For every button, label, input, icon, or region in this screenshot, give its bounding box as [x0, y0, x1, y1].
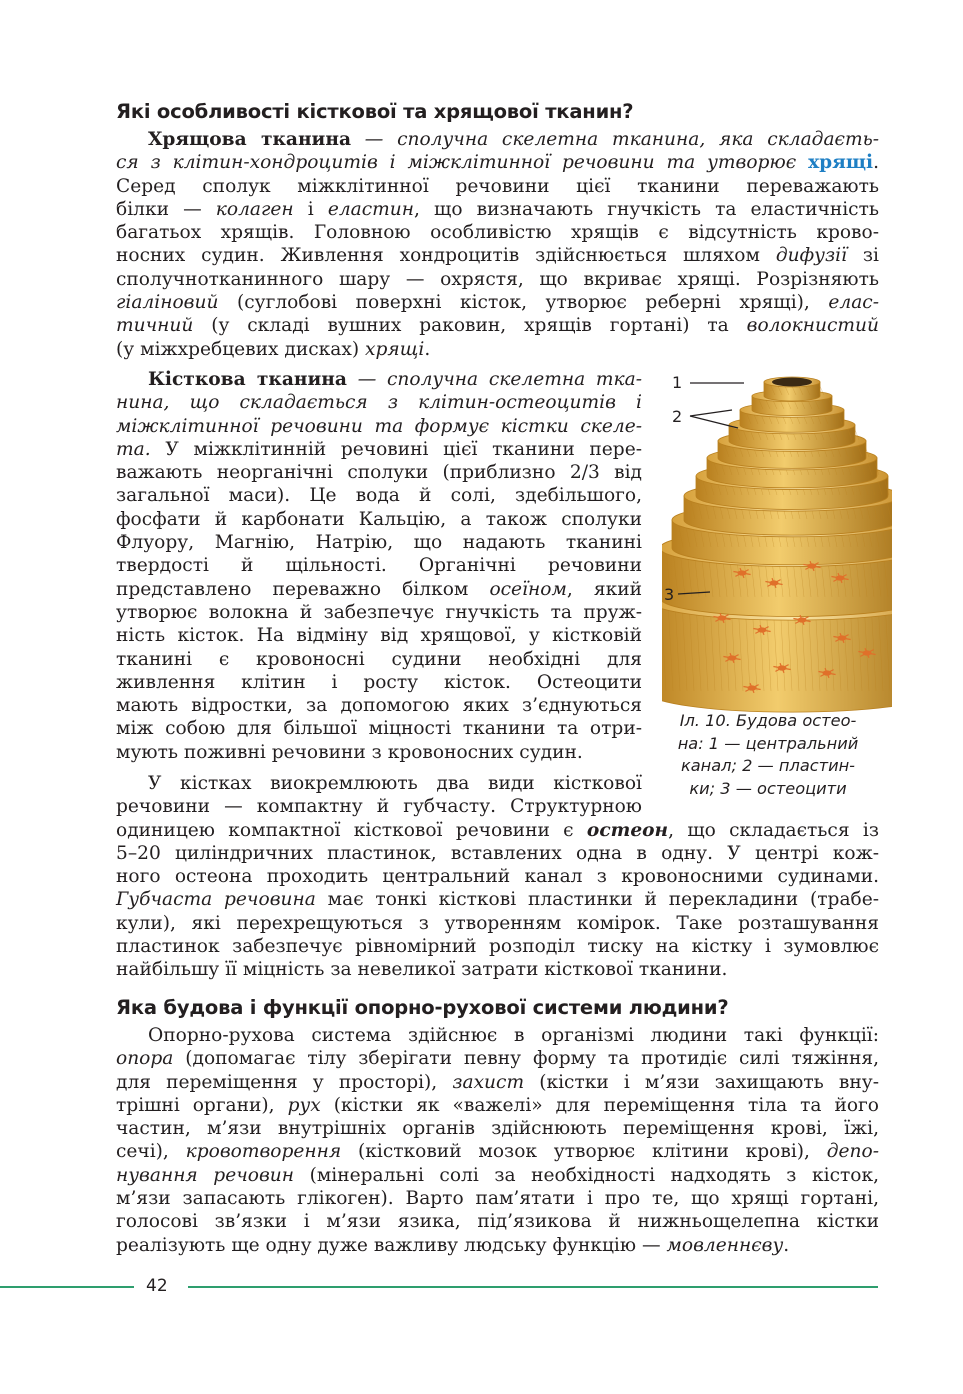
glossary-link-khryashchi[interactable]: хрящі	[808, 152, 874, 174]
osteocyte	[718, 615, 727, 620]
text-line: нина, що складається з клітин-остеоцитів і	[116, 392, 642, 414]
text-line: найбільшу її міцність за невеликої затрати кісткової тканини.	[116, 959, 728, 981]
text-line: Кісткова тканина — сполучна скелетна тка-	[148, 369, 642, 390]
text-line: гіаліновий (суглобові поверхні кісток, утворює реберні хрящі), елас-	[116, 292, 879, 314]
osteocyte	[748, 685, 757, 690]
text-line: трішні органи), рух (кістки як «важелі» для переміщення тіла та його	[116, 1094, 879, 1116]
text-line: 5–20 циліндричних пластинок, вставлених одна в одну. У центрі кож-	[116, 842, 879, 864]
text-line: Опорно-рухова система здійснює в організмі людини такі функції:	[148, 1025, 879, 1046]
text-line: живлення клітин і росту кісток. Остеоцити	[116, 671, 642, 693]
text-line: одиницею компактної кісткової речовини є остеон, що складається із	[116, 819, 879, 841]
osteon-illustration	[662, 368, 892, 768]
text-line: речовини — компактну й губчасту. Структурною	[116, 796, 642, 818]
text-line: загальної маси). Це вода й солі, здебільшого,	[116, 485, 642, 507]
term-cartilage: Хрящова тканина	[148, 129, 352, 150]
osteocyte	[798, 617, 807, 622]
osteocyte	[823, 670, 832, 675]
text-line: представлено переважно білком осеїном, який	[116, 578, 642, 600]
text-line: утворює волокна й забезпечує гнучкість та пруж-	[116, 601, 642, 623]
figure-caption: Іл. 10. Будова остео- на: 1 — центральний канал; 2 — пластин- ки; 3 — остеоцити	[677, 711, 859, 798]
text-line: Флуору, Магнію, Натрію, що надають тканині	[116, 532, 642, 554]
osteocyte	[758, 627, 767, 632]
text-line: голосові зв’язки і м’язи язика, під’язикова й нижньощелепна кістки	[116, 1211, 879, 1233]
osteocyte	[770, 580, 779, 585]
text-line: білки — колаген і еластин, що визначають гнучкість та еластичність	[116, 198, 879, 220]
central-canal	[772, 378, 812, 387]
text-line: тичний (у складі вушних раковин, хрящів гортані) та волокнистий	[116, 315, 879, 337]
footer-rule-right	[188, 1286, 878, 1288]
paragraph-cartilage	[116, 128, 879, 361]
text-line: сечі), кровотворення (кістковий мозок утворює клітини крові), депо-	[116, 1141, 879, 1163]
term-osteon: остеон	[586, 819, 669, 841]
text-line: важають неорганічні сполуки (приблизно 2/3 від	[116, 462, 642, 484]
text-line: мають відростки, за допомогою яких з’єднуються	[116, 695, 642, 717]
text-line: Серед сполук міжклітинної речовини цієї тканини переважають	[116, 175, 879, 197]
page-number: 42	[146, 1276, 168, 1296]
text-line: ність кісток. На відміну від хрящової, у кістковій	[116, 625, 642, 647]
text-line: Хрящова тканина — сполучна скелетна тканина, яка складаєть-	[148, 129, 879, 150]
section-heading-tissues: Які особливості кісткової та хрящової тканин?	[116, 100, 634, 123]
text-line: (у міжхребцевих дисках) хрящі.	[116, 338, 431, 360]
text-line: сполучнотканинного шару — охрястя, що вкриває хрящі. Розрізняють	[116, 268, 879, 290]
text-line: мують поживні речовини з кровоносних судин.	[116, 741, 583, 763]
osteocyte	[863, 650, 872, 655]
text-line: У кістках виокремлюють два види кісткової	[148, 773, 642, 794]
leader-line-2a	[690, 410, 732, 416]
text-line: між собою для більшої міцності тканини та отри-	[116, 718, 642, 740]
text-line: ного остеона проходить центральний канал з кровоносними судинами.	[116, 866, 879, 888]
term-bone: Кісткова тканина	[148, 369, 347, 390]
paragraph-bone-substance-b	[116, 819, 879, 982]
osteocyte	[778, 665, 787, 670]
text-line: міжклітинної речовини та формує кістки скеле-	[116, 415, 642, 437]
osteocyte	[836, 575, 845, 580]
figure-label-3: 3	[664, 585, 675, 604]
figure-label-1: 1	[672, 373, 683, 392]
text-line: носних судин. Живлення хондроцитів здійснюється шляхом дифузії зі	[116, 245, 879, 267]
text-line: м’язи запасають глікоген). Варто пам’ятати і про те, що хрящі гортані,	[116, 1188, 879, 1210]
section-heading-musculoskeletal: Яка будова і функції опорно-рухової системи людини?	[116, 996, 729, 1019]
osteocyte	[838, 635, 847, 640]
text-line: нування речовин (мінеральні солі за необхідності надходять з кісток,	[116, 1164, 879, 1186]
figure-label-2: 2	[672, 407, 683, 426]
text-line: твердості й щільності. Органічні речовини	[116, 555, 642, 577]
osteocyte	[728, 655, 737, 660]
text-line: багатьох хрящів. Головною особливістю хрящів є відсутність крово-	[116, 222, 879, 244]
leader-line-2b	[690, 416, 738, 428]
text-line: Губчаста речовина має тонкі кісткові пластинки й перекладини (трабе-	[116, 889, 880, 911]
text-line: ся з клітин-хондроцитів і міжклітинної речовини та утворює хрящі.	[116, 152, 879, 174]
osteon-lamellae	[662, 377, 892, 712]
paragraph-functions	[116, 1024, 879, 1257]
text-line: та. У міжклітинній речовині цієї тканини пере-	[116, 438, 642, 460]
osteocyte	[808, 563, 817, 568]
text-line: фосфати й карбонати Кальцію, а також сполуки	[116, 508, 642, 530]
text-line: частин, м’язи внутрішніх органів здійснюють переміщення крові, їжі,	[116, 1118, 879, 1140]
text-line: тканині є кровоносні судини необхідні для	[116, 648, 642, 670]
text-line: пластинок забезпечує рівномірний розподіл тиску на кістку і зумовлює	[116, 936, 879, 958]
text-line: опора (допомагає тілу зберігати певну форму та протидіє силі тяжіння,	[116, 1048, 879, 1070]
text-line: кули), які перехрещуються з утворенням комірок. Таке розташування	[116, 912, 879, 934]
paragraph-bone	[116, 368, 642, 764]
osteocyte	[738, 570, 747, 575]
paragraph-bone-substance-a	[116, 772, 642, 819]
text-line: для переміщення у просторі), захист (кістки і м’язи захищають вну-	[116, 1071, 879, 1093]
footer-rule-left	[0, 1286, 134, 1288]
text-line: реалізують ще одну дуже важливу людську функцію — мовленнєву.	[116, 1234, 790, 1256]
